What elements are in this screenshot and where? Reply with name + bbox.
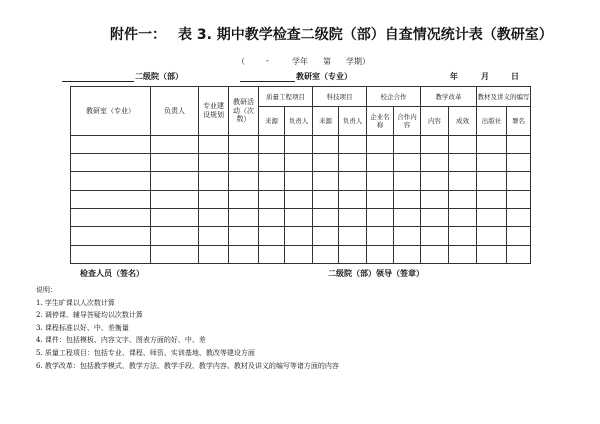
group-research-header: 科技项目	[313, 87, 367, 107]
note-item: 5. 质量工程项目：包括专业、课程、师资、实训基地、教改等建设方面	[36, 348, 255, 357]
blank-cell[interactable]	[229, 245, 259, 263]
col-office-header: 教研室（专业）	[71, 87, 151, 136]
blank-cell[interactable]	[71, 190, 151, 208]
blank-cell[interactable]	[313, 190, 339, 208]
blank-cell[interactable]	[199, 227, 229, 245]
group-textbook-header: 教材及讲义的编写	[477, 87, 531, 107]
annex-label: 附件一：	[110, 27, 166, 43]
blank-cell[interactable]	[367, 227, 394, 245]
blank-cell[interactable]	[259, 190, 285, 208]
blank-cell[interactable]	[449, 245, 477, 263]
blank-cell[interactable]	[229, 190, 259, 208]
blank-cell[interactable]	[367, 190, 394, 208]
notes-heading: 说明：	[36, 286, 57, 294]
inspector-signature-label: 检查人员（签名）	[80, 269, 144, 278]
blank-cell[interactable]	[313, 245, 339, 263]
blank-cell[interactable]	[285, 209, 313, 227]
blank-cell[interactable]	[71, 135, 151, 153]
col-leader-header: 负责人	[151, 87, 199, 136]
blank-cell[interactable]	[285, 172, 313, 190]
blank-cell[interactable]	[394, 245, 421, 263]
blank-cell[interactable]	[313, 154, 339, 172]
college-label: 二级院（部）	[135, 72, 183, 81]
blank-cell[interactable]	[229, 209, 259, 227]
sub-result-header: 成效	[449, 107, 477, 135]
blank-row	[71, 172, 531, 190]
sub-content-header: 合作内容	[394, 107, 421, 135]
blank-cell[interactable]	[421, 227, 449, 245]
term-paren-open: （	[237, 57, 245, 66]
blank-cell[interactable]	[199, 245, 229, 263]
blank-cell[interactable]	[449, 227, 477, 245]
blank-cell[interactable]	[449, 135, 477, 153]
month-label: 月	[481, 72, 489, 81]
blank-cell[interactable]	[259, 209, 285, 227]
office-label: 教研室（专业）	[296, 72, 352, 81]
blank-cell[interactable]	[229, 135, 259, 153]
blank-cell[interactable]	[151, 135, 199, 153]
blank-cell[interactable]	[199, 135, 229, 153]
blank-cell[interactable]	[507, 154, 531, 172]
sub-reform-content-header: 内容	[421, 107, 449, 135]
blank-cell[interactable]	[285, 135, 313, 153]
blank-cell[interactable]	[229, 154, 259, 172]
blank-cell[interactable]	[421, 154, 449, 172]
blank-cell[interactable]	[449, 154, 477, 172]
blank-cell[interactable]	[507, 135, 531, 153]
blank-cell[interactable]	[421, 190, 449, 208]
sub-publisher-header: 出版社	[477, 107, 507, 135]
blank-cell[interactable]	[477, 227, 507, 245]
blank-cell[interactable]	[229, 227, 259, 245]
blank-cell[interactable]	[313, 172, 339, 190]
blank-row	[71, 227, 531, 245]
blank-cell[interactable]	[421, 245, 449, 263]
blank-cell[interactable]	[477, 135, 507, 153]
blank-cell[interactable]	[229, 172, 259, 190]
blank-cell[interactable]	[199, 190, 229, 208]
blank-cell[interactable]	[259, 154, 285, 172]
blank-cell[interactable]	[507, 209, 531, 227]
blank-cell[interactable]	[394, 135, 421, 153]
blank-cell[interactable]	[285, 245, 313, 263]
day-label: 日	[511, 72, 519, 81]
blank-cell[interactable]	[477, 245, 507, 263]
blank-cell[interactable]	[339, 154, 367, 172]
col-activity-header: 教研活动（次数）	[229, 87, 259, 136]
blank-cell[interactable]	[339, 227, 367, 245]
blank-cell[interactable]	[151, 190, 199, 208]
blank-cell[interactable]	[151, 245, 199, 263]
sub-source-header: 来源	[259, 107, 285, 135]
blank-cell[interactable]	[367, 245, 394, 263]
blank-row	[71, 154, 531, 172]
sub-author-header: 署名	[507, 107, 531, 135]
blank-row	[71, 209, 531, 227]
blank-cell[interactable]	[367, 135, 394, 153]
sub-leader2-header: 负责人	[339, 107, 367, 135]
blank-cell[interactable]	[477, 209, 507, 227]
blank-cell[interactable]	[507, 227, 531, 245]
note-item: 2. 调停课、辅导答疑均以次数计算	[36, 311, 143, 320]
blank-cell[interactable]	[285, 154, 313, 172]
group-coop-header: 校企合作	[367, 87, 421, 107]
sub-leader1-header: 负责人	[285, 107, 313, 135]
blank-cell[interactable]	[151, 227, 199, 245]
blank-cell[interactable]	[394, 154, 421, 172]
notes-section	[36, 284, 339, 372]
blank-cell[interactable]	[339, 245, 367, 263]
blank-cell[interactable]	[449, 172, 477, 190]
blank-row	[71, 190, 531, 208]
blank-cell[interactable]	[449, 190, 477, 208]
blank-cell[interactable]	[259, 172, 285, 190]
blank-cell[interactable]	[339, 190, 367, 208]
blank-cell[interactable]	[71, 245, 151, 263]
blank-cell[interactable]	[339, 172, 367, 190]
blank-cell[interactable]	[313, 209, 339, 227]
blank-cell[interactable]	[394, 227, 421, 245]
blank-row	[71, 245, 531, 263]
blank-cell[interactable]	[421, 135, 449, 153]
blank-cell[interactable]	[367, 172, 394, 190]
leader-signature-label: 二级院（部）领导（签章）	[328, 269, 424, 278]
blank-cell[interactable]	[199, 172, 229, 190]
blank-cell[interactable]	[367, 154, 394, 172]
blank-cell[interactable]	[71, 227, 151, 245]
blank-cell[interactable]	[199, 154, 229, 172]
term-di-label: 第	[323, 57, 331, 66]
office-blank-line[interactable]	[240, 81, 295, 82]
sub-company-header: 企业名称	[367, 107, 394, 135]
blank-cell[interactable]	[394, 172, 421, 190]
blank-cell[interactable]	[151, 154, 199, 172]
term-term-label: 学期）	[346, 57, 370, 66]
blank-cell[interactable]	[339, 209, 367, 227]
note-item: 6. 教学改革：包括教学模式、教学方法、教学手段、教学内容、教材及讲义的编写等诸方面的内容	[36, 361, 339, 370]
blank-cell[interactable]	[285, 190, 313, 208]
blank-cell[interactable]	[449, 209, 477, 227]
blank-cell[interactable]	[394, 209, 421, 227]
term-dash: -	[266, 56, 269, 65]
term-year-label: 学年	[292, 57, 308, 66]
note-item: 1. 学生旷课以人次数计算	[36, 298, 115, 307]
statistics-table	[70, 86, 531, 264]
blank-cell[interactable]	[285, 227, 313, 245]
blank-cell[interactable]	[71, 154, 151, 172]
col-plan-header: 专业建设规划	[199, 87, 229, 136]
blank-cell[interactable]	[367, 209, 394, 227]
blank-cell[interactable]	[477, 190, 507, 208]
header-row-1	[71, 87, 531, 107]
blank-cell[interactable]	[259, 245, 285, 263]
blank-cell[interactable]	[259, 227, 285, 245]
sub-source2-header: 来源	[313, 107, 339, 135]
blank-cell[interactable]	[339, 135, 367, 153]
blank-cell[interactable]	[477, 172, 507, 190]
blank-cell[interactable]	[71, 172, 151, 190]
blank-cell[interactable]	[313, 227, 339, 245]
blank-cell[interactable]	[151, 172, 199, 190]
group-quality-header: 质量工程项目	[259, 87, 313, 107]
note-item: 3. 课程标准以好、中、差衡量	[36, 323, 129, 332]
note-item: 4. 课件：包括模板、内容文字、图表方面的好、中、差	[36, 336, 206, 345]
blank-cell[interactable]	[477, 154, 507, 172]
blank-cell[interactable]	[259, 135, 285, 153]
blank-row	[71, 135, 531, 153]
blank-cell[interactable]	[394, 190, 421, 208]
blank-cell[interactable]	[199, 209, 229, 227]
year-label: 年	[450, 72, 458, 81]
blank-cell[interactable]	[507, 172, 531, 190]
blank-cell[interactable]	[151, 209, 199, 227]
blank-cell[interactable]	[507, 190, 531, 208]
blank-cell[interactable]	[313, 135, 339, 153]
table-body	[71, 87, 531, 264]
table-title: 表 3. 期中教学检查二级院（部）自查情况统计表（教研室）	[178, 27, 553, 43]
blank-cell[interactable]	[421, 172, 449, 190]
blank-cell[interactable]	[71, 209, 151, 227]
blank-cell[interactable]	[421, 209, 449, 227]
blank-cell[interactable]	[507, 245, 531, 263]
college-blank-line[interactable]	[62, 81, 134, 82]
group-reform-header: 教学改革	[421, 87, 477, 107]
